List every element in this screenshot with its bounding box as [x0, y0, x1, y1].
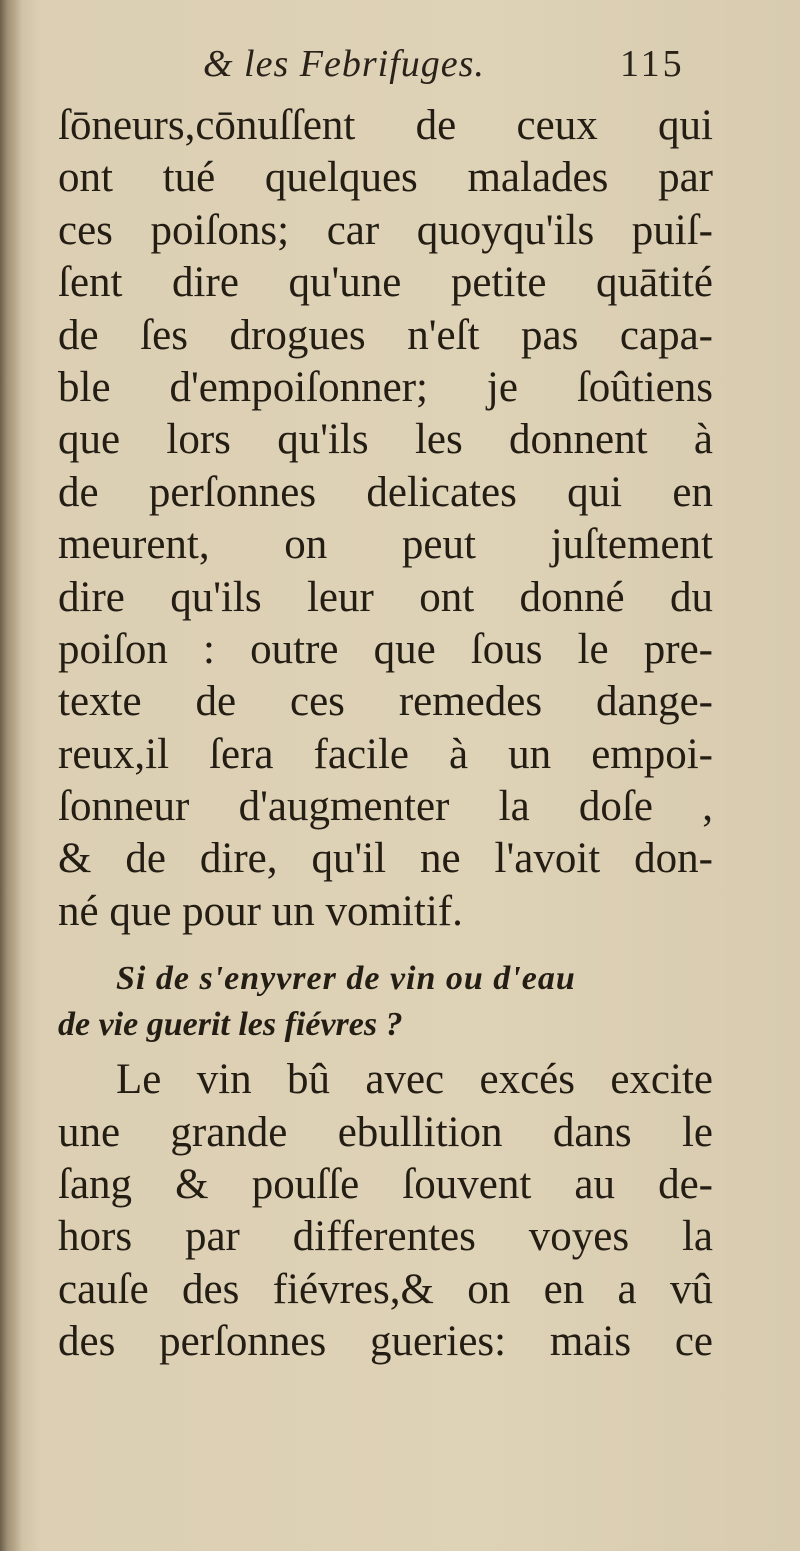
text-line: reux,il ſera facile à un empoi-	[58, 730, 713, 778]
text-line: que lors qu'ils les donnent à	[58, 416, 713, 464]
running-head: & les Febrifuges.	[203, 43, 485, 85]
text-line: Le vin bû avec excés excite	[116, 1056, 713, 1104]
text-line: texte de ces remedes dange-	[58, 678, 713, 726]
text-line: de perſonnes delicates qui en	[58, 468, 713, 516]
section-heading	[58, 956, 758, 1048]
page-number: 115	[620, 43, 685, 85]
text-line: poiſon : outre que ſous le pre-	[58, 625, 713, 673]
text-line: ſonneur d'augmenter la doſe ,	[58, 783, 713, 831]
text-line: dire qu'ils leur ont donné du	[58, 573, 713, 621]
text-line: ble d'empoiſonner; je ſoûtiens	[58, 363, 713, 411]
section-heading-line: de vie guerit les fiévres ?	[58, 1006, 403, 1044]
page-header	[195, 42, 775, 92]
page-gutter-shadow	[0, 0, 22, 1551]
text-line: ſang & pouſſe ſouvent au de-	[58, 1161, 713, 1209]
text-line: une grande ebullition dans le	[58, 1108, 713, 1156]
text-line: ces poiſons; car quoyqu'ils puiſ-	[58, 206, 713, 254]
section-heading-line: Si de s'enyvrer de vin ou d'eau	[116, 960, 576, 998]
text-line: de ſes drogues n'eſt pas capa-	[58, 311, 713, 359]
text-line: meurent, on peut juſtement	[58, 521, 713, 569]
text-line: hors par differentes voyes la	[58, 1213, 713, 1261]
paragraph-2	[58, 1054, 758, 1368]
body-text	[58, 100, 758, 1369]
paragraph-1	[58, 100, 758, 938]
text-line: ont tué quelques malades par	[58, 154, 713, 202]
text-line: ſōneurs,cōnuſſent de ceux qui	[58, 102, 713, 149]
text-line: né que pour un vomitif.	[58, 887, 463, 935]
text-line: ſent dire qu'une petite quātité	[58, 259, 713, 307]
text-line: & de dire, qu'il ne l'avoit don-	[58, 835, 713, 883]
text-line: cauſe des fiévres,& on en a vû	[58, 1265, 713, 1313]
text-line: des perſonnes gueries: mais ce	[58, 1318, 713, 1366]
